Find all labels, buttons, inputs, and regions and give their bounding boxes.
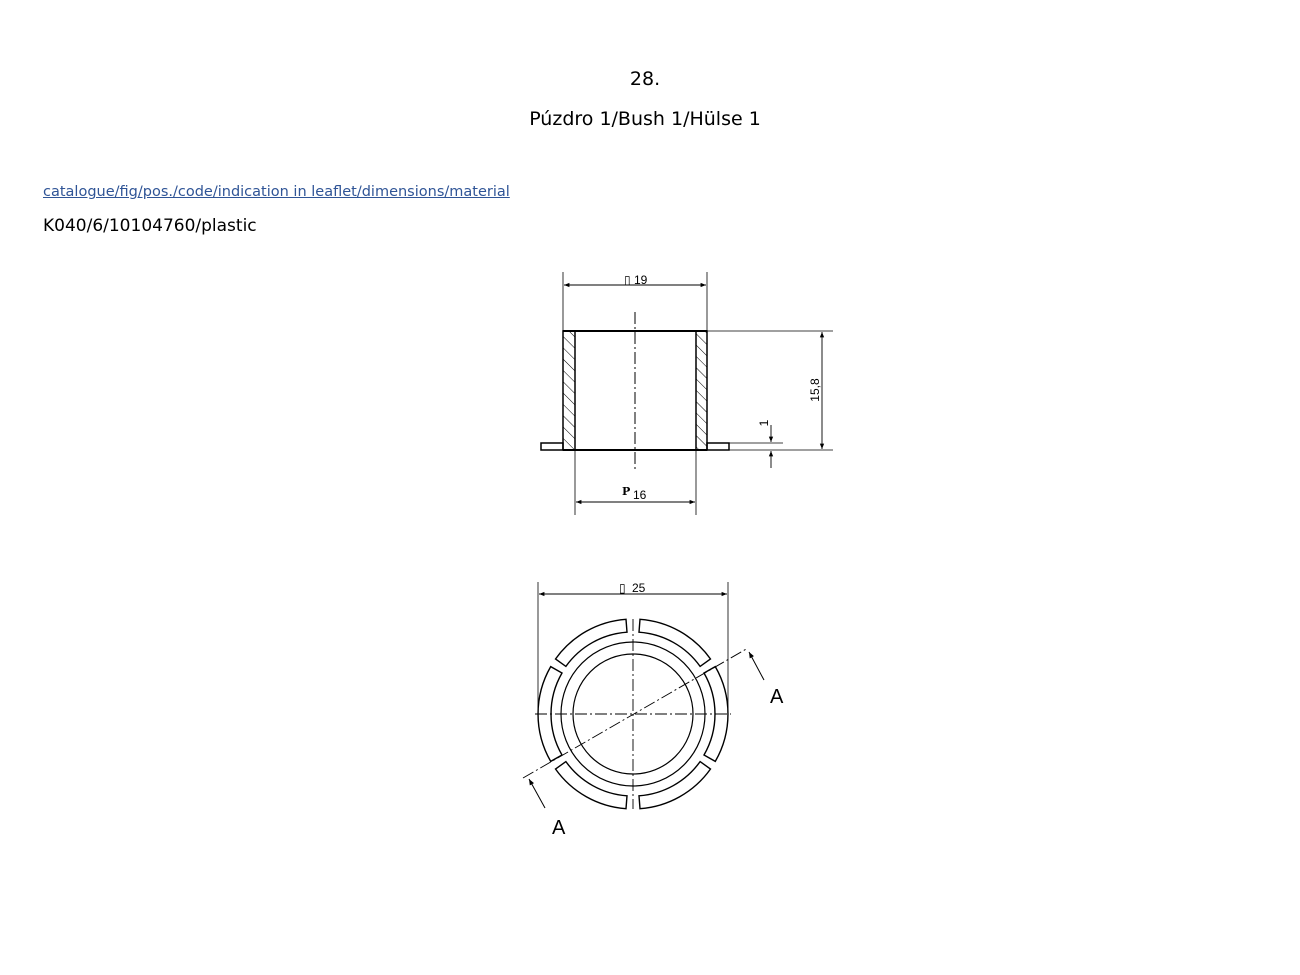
- outer-diameter-label: 19: [634, 273, 648, 287]
- page-number: 28.: [629, 68, 661, 90]
- section-arrow-top: [749, 652, 764, 680]
- top-view: [523, 582, 764, 809]
- left-wall-section: [563, 331, 575, 450]
- section-arrow-bottom: [529, 779, 545, 808]
- section-label-top: A: [770, 686, 784, 708]
- flange-segment: [639, 619, 711, 666]
- right-flange: [707, 443, 729, 450]
- catalogue-entry: K040/6/10104760/plastic: [43, 216, 257, 236]
- flange-segment: [556, 762, 628, 809]
- left-flange: [541, 443, 563, 450]
- flange-label: 1: [757, 419, 771, 427]
- diameter-symbol: ▯: [619, 581, 626, 595]
- diameter-symbol: ▯: [624, 273, 631, 287]
- inner-diameter-label: 16: [633, 488, 647, 502]
- right-wall-section: [696, 331, 707, 450]
- section-label-bottom: A: [552, 817, 566, 839]
- page-title: Púzdro 1/Bush 1/Hülse 1: [529, 108, 761, 130]
- catalogue-header-link[interactable]: catalogue/fig/pos./code/indication in leaflet/dimensions/material: [43, 184, 510, 200]
- side-view: [541, 272, 833, 515]
- top-diameter-label: 25: [632, 581, 646, 595]
- flange-segment: [556, 619, 628, 666]
- flange-segment: [639, 762, 711, 809]
- height-label: 15,8: [808, 378, 822, 402]
- inner-diameter-symbol: P: [622, 485, 631, 498]
